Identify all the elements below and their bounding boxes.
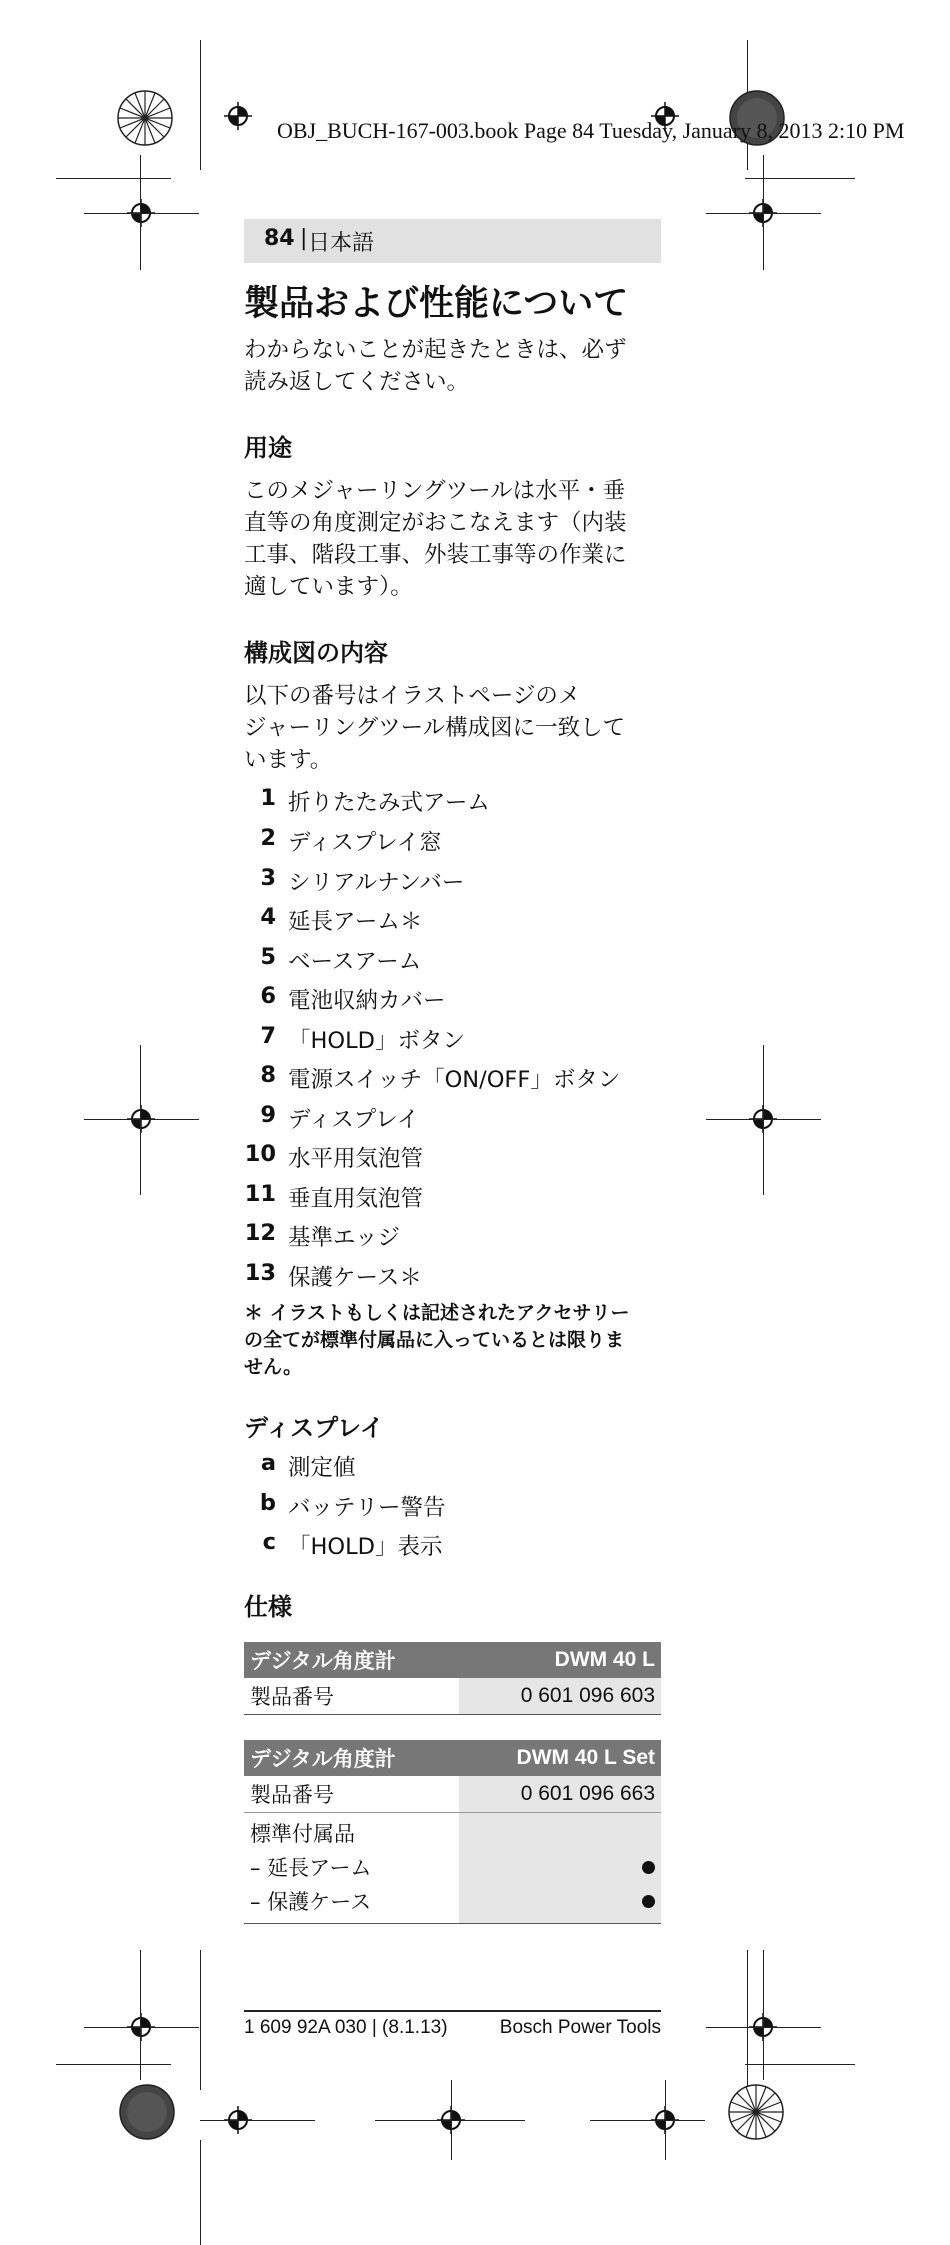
item-number: 4 [260,904,276,930]
item-number: 8 [260,1062,276,1088]
page-number: 84 [264,226,295,251]
crop-line [763,1950,764,2080]
item-number: 2 [260,825,276,851]
components-heading: 構成図の内容 [244,639,388,667]
included-dot-icon [642,1861,655,1874]
table-cell: 0 601 096 603 [459,1678,661,1715]
table-header-cell: デジタル角度計 [244,1740,459,1776]
item-number: 13 [244,1260,276,1286]
item-number: 1 [260,785,276,811]
crop-line [56,178,171,179]
spec-table-dwm40l-set [244,1740,661,1924]
crop-line [200,1950,201,2090]
item-label: 基準エッジ [288,1225,401,1251]
crop-line [200,2140,201,2245]
accessory-footnote [244,1300,664,1381]
accessory-item: – 延長アーム [250,1856,372,1880]
item-label: 保護ケース＊ [288,1265,422,1291]
item-label: シリアルナンバー [288,870,465,896]
item-number: 10 [244,1141,276,1167]
item-label: ベースアーム [288,949,422,975]
item-label: 「HOLD」ボタン [288,1028,465,1054]
table-header-cell: DWM 40 L [459,1642,661,1678]
intro-paragraph [244,334,674,398]
page-header-band [244,219,661,263]
accessory-label: 標準付属品 [250,1822,355,1846]
table-header-cell: DWM 40 L Set [459,1740,661,1776]
footnote-line: せん。 [244,1356,303,1378]
star-target-icon [119,2084,175,2140]
item-label: 垂直用気泡管 [288,1186,424,1212]
crop-line [451,2080,452,2160]
intro-line: わからないことが起きたときは、必ず [244,337,627,363]
purpose-line: 適しています）。 [244,574,413,600]
crop-line [375,2120,525,2121]
table-cell: 製品番号 [250,1783,334,1807]
intro-line: 読み返してください。 [244,369,470,395]
crop-line [84,213,199,214]
crop-line [763,1045,764,1195]
item-label: ディスプレイ窓 [288,830,442,856]
crop-line [84,2027,199,2028]
crop-line [56,2064,171,2065]
registration-mark-icon [224,102,252,130]
crop-line [763,155,764,270]
components-line: ジャーリングツール構成図に一致して [244,715,626,741]
components-paragraph [244,680,674,776]
item-number: 11 [244,1181,276,1207]
crop-line [84,1119,199,1120]
spec-table-dwm40l [244,1642,661,1715]
crop-line [745,2064,855,2065]
crop-line [590,2120,705,2121]
specs-heading: 仕様 [244,1593,292,1621]
footer-brand: Bosch Power Tools [499,2017,661,2038]
item-label: バッテリー警告 [288,1495,446,1521]
included-dot-icon [642,1895,655,1908]
item-letter: c [262,1529,276,1555]
table-row [244,1678,661,1715]
crop-line [665,2080,666,2160]
accessory-marks-cell [459,1813,661,1924]
display-heading: ディスプレイ [244,1414,384,1442]
item-label: ディスプレイ [288,1107,420,1133]
footer-rule [244,2010,661,2012]
crop-line [200,40,201,170]
page-separator: | [300,226,308,251]
table-cell: 0 601 096 663 [459,1776,661,1813]
purpose-line: 直等の角度測定がおこなえます（内装 [244,510,627,536]
item-label: 測定値 [288,1455,356,1481]
item-number: 3 [260,865,276,891]
crop-line [200,2120,315,2121]
item-label: 電池収納カバー [288,988,446,1014]
item-letter: a [260,1450,276,1476]
purpose-line: 工事、階段工事、外装工事等の作業に [244,542,627,568]
item-label: 水平用気泡管 [288,1146,424,1172]
item-label: 電源スイッチ「ON/OFF」ボタン [288,1067,621,1093]
table-header-cell: デジタル角度計 [244,1642,459,1678]
components-line: います。 [244,747,333,773]
table-row [244,1813,661,1924]
page-title: 製品および性能について [244,284,629,324]
print-header: OBJ_BUCH-167-003.book Page 84 Tuesday, January 8, 2013 2:10 PM [277,118,905,143]
crop-line [140,1045,141,1195]
item-label: 折りたたみ式アーム [288,790,490,816]
crop-line [747,1950,748,2090]
crop-line [140,155,141,270]
item-number: 5 [260,944,276,970]
accessory-cell [244,1813,459,1924]
item-number: 12 [244,1220,276,1246]
item-label: 「HOLD」表示 [288,1534,443,1560]
item-number: 9 [260,1102,276,1128]
star-target-icon [728,2084,784,2140]
table-header-row [244,1642,661,1678]
footnote-line: ＊ イラストもしくは記述されたアクセサリー [244,1302,630,1324]
item-letter: b [259,1490,276,1516]
purpose-paragraph [244,475,674,603]
footnote-line: の全てが標準付属品に入っているとは限りま [244,1329,625,1351]
components-line: 以下の番号はイラストページのメ [244,683,581,709]
crop-line [140,1950,141,2080]
purpose-line: このメジャーリングツールは水平・垂 [244,478,626,504]
star-target-icon [117,90,173,146]
table-header-row [244,1740,661,1776]
crop-line [745,178,855,179]
item-number: 6 [260,983,276,1009]
purpose-heading: 用途 [244,434,292,462]
footer-doc-number: 1 609 92A 030 | (8.1.13) [244,2017,448,2038]
item-label: 延長アーム＊ [288,909,423,935]
table-row [244,1776,661,1813]
item-number: 7 [260,1023,276,1049]
accessory-item: – 保護ケース [250,1890,372,1914]
table-cell: 製品番号 [244,1678,459,1715]
page-language: 日本語 [308,231,375,256]
